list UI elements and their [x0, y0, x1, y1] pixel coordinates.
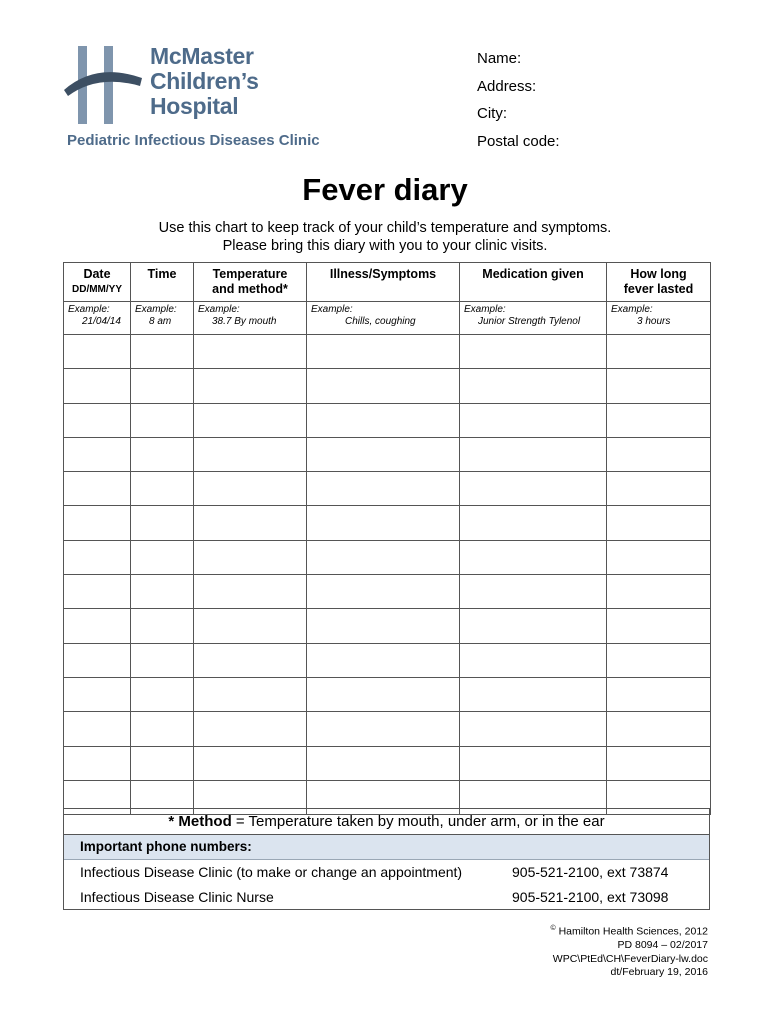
example-medication: Junior Strength Tylenol	[478, 316, 581, 327]
example-duration: 3 hours	[637, 316, 671, 327]
logo-line-1: McMaster	[150, 43, 254, 69]
header-temperature	[194, 263, 307, 302]
footer-line-2: PD 8094 – 02/2017	[617, 939, 708, 951]
table-header-row	[64, 263, 711, 302]
entry-medication-cell[interactable]	[460, 403, 607, 437]
entry-duration-cell[interactable]	[607, 437, 711, 471]
entry-time-cell[interactable]	[131, 472, 194, 506]
diary-entry-row	[64, 335, 711, 369]
logo-line-2: Children’s	[150, 68, 259, 94]
entry-time-cell[interactable]	[131, 437, 194, 471]
document-footer	[550, 922, 708, 980]
page-title: Fever diary	[302, 172, 468, 207]
footer-copyright	[550, 922, 708, 939]
entry-time-cell[interactable]	[131, 540, 194, 574]
entry-temperature-cell[interactable]	[194, 472, 307, 506]
entry-duration-cell[interactable]	[607, 403, 711, 437]
entry-illness-cell[interactable]	[307, 712, 460, 746]
entry-time-cell[interactable]	[131, 335, 194, 369]
example-label: Example:	[135, 304, 177, 315]
entry-duration-cell[interactable]	[607, 677, 711, 711]
header-medication: Medication given	[460, 263, 607, 302]
diary-entry-row	[64, 437, 711, 471]
entry-time-cell[interactable]	[131, 609, 194, 643]
entry-date-cell[interactable]	[64, 575, 131, 609]
entry-date-cell[interactable]	[64, 540, 131, 574]
diary-entry-row	[64, 506, 711, 540]
entry-illness-cell[interactable]	[307, 540, 460, 574]
entry-illness-cell[interactable]	[307, 677, 460, 711]
entry-temperature-cell[interactable]	[194, 506, 307, 540]
entry-illness-cell[interactable]	[307, 643, 460, 677]
phone-numbers-heading: Important phone numbers:	[64, 835, 709, 860]
diary-entry-row	[64, 575, 711, 609]
entry-date-cell[interactable]	[64, 643, 131, 677]
entry-date-cell[interactable]	[64, 506, 131, 540]
entry-duration-cell[interactable]	[607, 472, 711, 506]
entry-time-cell[interactable]	[131, 506, 194, 540]
phone-label: Infectious Disease Clinic (to make or change an appointment)	[80, 864, 463, 880]
entry-illness-cell[interactable]	[307, 575, 460, 609]
entry-duration-cell[interactable]	[607, 540, 711, 574]
entry-temperature-cell[interactable]	[194, 335, 307, 369]
entry-temperature-cell[interactable]	[194, 643, 307, 677]
entry-illness-cell[interactable]	[307, 369, 460, 403]
header-date	[64, 263, 131, 302]
phone-row	[64, 860, 709, 885]
entry-date-cell[interactable]	[64, 403, 131, 437]
entry-duration-cell[interactable]	[607, 712, 711, 746]
diary-entry-row	[64, 746, 711, 780]
entry-medication-cell[interactable]	[460, 540, 607, 574]
header-duration	[607, 263, 711, 302]
method-note	[64, 809, 709, 835]
entry-medication-cell[interactable]	[460, 746, 607, 780]
diary-entry-row	[64, 472, 711, 506]
entry-duration-cell[interactable]	[607, 369, 711, 403]
entry-illness-cell[interactable]	[307, 335, 460, 369]
entry-medication-cell[interactable]	[460, 643, 607, 677]
example-illness-cell	[307, 302, 460, 335]
entry-temperature-cell[interactable]	[194, 575, 307, 609]
entry-medication-cell[interactable]	[460, 609, 607, 643]
phone-number[interactable]: 905-521-2100, ext 73098	[512, 888, 669, 905]
entry-temperature-cell[interactable]	[194, 677, 307, 711]
diary-entry-row	[64, 643, 711, 677]
intro-line-1: Use this chart to keep track of your child’s temperature and symptoms.	[158, 220, 612, 236]
phone-number[interactable]: 905-521-2100, ext 73874	[512, 864, 669, 880]
example-label: Example:	[198, 304, 240, 315]
example-label: Example:	[611, 304, 653, 315]
diary-entry-row	[64, 677, 711, 711]
entry-time-cell[interactable]	[131, 643, 194, 677]
entry-duration-cell[interactable]	[607, 335, 711, 369]
clinic-name: Pediatric Infectious Diseases Clinic	[67, 132, 320, 149]
method-text: = Temperature taken by mouth, under arm, or in the ear	[231, 813, 605, 830]
phone-numbers-box	[63, 808, 710, 910]
footer-line-3: WPC\PtEd\CH\FeverDiary-lw.doc	[552, 952, 708, 965]
entry-medication-cell[interactable]	[460, 506, 607, 540]
entry-time-cell[interactable]	[131, 575, 194, 609]
phone-label: Infectious Disease Clinic Nurse	[80, 888, 274, 905]
example-time-cell	[131, 302, 194, 335]
entry-medication-cell[interactable]	[460, 369, 607, 403]
entry-temperature-cell[interactable]	[194, 403, 307, 437]
example-time: 8 am	[149, 316, 172, 327]
example-medication-cell	[460, 302, 607, 335]
city-field-label[interactable]: City:	[477, 105, 507, 122]
header-duration-line-1: How long	[630, 267, 687, 281]
header-temperature-line-2: and method*	[212, 282, 288, 296]
entry-medication-cell[interactable]	[460, 335, 607, 369]
header-illness: Illness/Symptoms	[307, 263, 460, 302]
entry-temperature-cell[interactable]	[194, 540, 307, 574]
entry-time-cell[interactable]	[131, 677, 194, 711]
entry-temperature-cell[interactable]	[194, 746, 307, 780]
hospital-logo	[62, 44, 302, 126]
example-label: Example:	[464, 304, 506, 315]
header-date-label: Date	[83, 267, 111, 281]
entry-date-cell[interactable]	[64, 437, 131, 471]
intro-text	[0, 219, 770, 255]
header-temperature-line-1: Temperature	[212, 267, 288, 281]
example-label: Example:	[68, 304, 110, 315]
entry-medication-cell[interactable]	[460, 437, 607, 471]
address-field-label[interactable]: Address:	[477, 77, 537, 95]
example-temp: 38.7 By mouth	[212, 316, 277, 327]
example-date-cell	[64, 302, 131, 335]
entry-medication-cell[interactable]	[460, 575, 607, 609]
entry-temperature-cell[interactable]	[194, 437, 307, 471]
diary-entry-row	[64, 609, 711, 643]
footer-line-4: dt/February 19, 2016	[610, 966, 708, 978]
example-duration-cell	[607, 302, 711, 335]
phone-row	[64, 885, 709, 910]
entry-date-cell[interactable]	[64, 335, 131, 369]
diary-entry-row	[64, 712, 711, 746]
entry-date-cell[interactable]	[64, 712, 131, 746]
example-date: 21/04/14	[82, 316, 121, 327]
entry-medication-cell[interactable]	[460, 472, 607, 506]
header-date-format: DD/MM/YY	[72, 284, 122, 295]
entry-temperature-cell[interactable]	[194, 712, 307, 746]
hospital-arch-icon	[62, 44, 152, 126]
header-time: Time	[131, 263, 194, 302]
entry-temperature-cell[interactable]	[194, 369, 307, 403]
logo-line-3: Hospital	[150, 93, 239, 119]
entry-temperature-cell[interactable]	[194, 609, 307, 643]
example-temp-cell	[194, 302, 307, 335]
entry-illness-cell[interactable]	[307, 746, 460, 780]
entry-illness-cell[interactable]	[307, 403, 460, 437]
entry-illness-cell[interactable]	[307, 609, 460, 643]
fever-diary-table	[63, 262, 711, 815]
entry-illness-cell[interactable]	[307, 437, 460, 471]
diary-entry-row	[64, 403, 711, 437]
postal-code-field-label[interactable]: Postal code:	[477, 132, 560, 150]
entry-time-cell[interactable]	[131, 746, 194, 780]
intro-line-2: Please bring this diary with you to your clinic visits.	[222, 238, 548, 254]
diary-entry-row	[64, 540, 711, 574]
header-duration-line-2: fever lasted	[623, 282, 694, 296]
entry-date-cell[interactable]	[64, 369, 131, 403]
entry-illness-cell[interactable]	[307, 472, 460, 506]
entry-illness-cell[interactable]	[307, 506, 460, 540]
contact-fields	[477, 50, 560, 160]
entry-duration-cell[interactable]	[607, 609, 711, 643]
logo-wordmark	[150, 44, 259, 119]
entry-date-cell[interactable]	[64, 677, 131, 711]
entry-time-cell[interactable]	[131, 712, 194, 746]
example-label: Example:	[311, 304, 353, 315]
entry-duration-cell[interactable]	[607, 506, 711, 540]
entry-time-cell[interactable]	[131, 369, 194, 403]
entry-date-cell[interactable]	[64, 746, 131, 780]
entry-date-cell[interactable]	[64, 472, 131, 506]
entry-medication-cell[interactable]	[460, 677, 607, 711]
method-label: * Method	[168, 813, 232, 830]
name-field-label[interactable]: Name:	[477, 50, 522, 67]
entry-duration-cell[interactable]	[607, 575, 711, 609]
entry-time-cell[interactable]	[131, 403, 194, 437]
example-illness: Chills, coughing	[345, 316, 416, 327]
diary-entry-row	[64, 369, 711, 403]
footer-line-1: Hamilton Health Sciences, 2012	[558, 925, 708, 938]
copyright-symbol: ©	[550, 925, 556, 932]
example-row	[64, 302, 711, 335]
entry-date-cell[interactable]	[64, 609, 131, 643]
entry-duration-cell[interactable]	[607, 643, 711, 677]
entry-duration-cell[interactable]	[607, 746, 711, 780]
entry-medication-cell[interactable]	[460, 712, 607, 746]
